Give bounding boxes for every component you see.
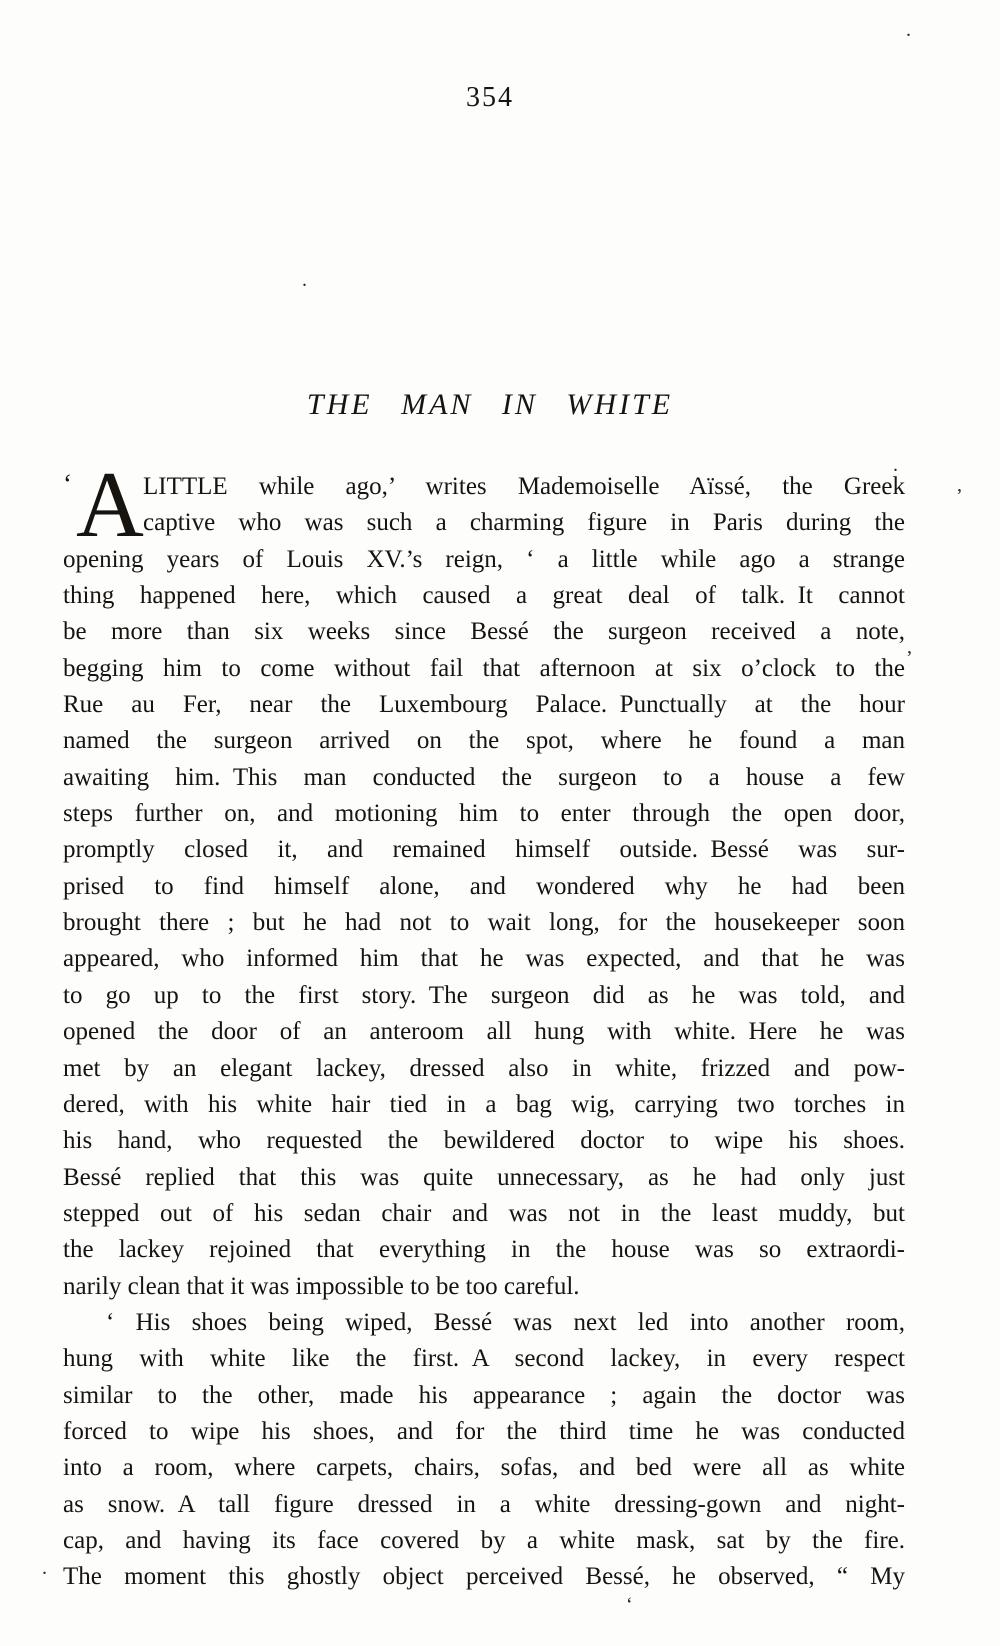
text-line-5: be more than six weeks since Bessé the surgeon received a note, — [63, 618, 905, 646]
text-line-7: Rue au Fer, near the Luxembourg Palace. Punctually at the hour — [63, 691, 905, 719]
text-line-20: Bessé replied that this was quite unnecessary, as he had only just — [63, 1163, 905, 1191]
text-line-9: awaiting him. This man conducted the surgeon to a house a few — [63, 763, 905, 791]
scan-speck-1: . — [906, 19, 911, 41]
open-quote-mark: ‘ — [63, 469, 72, 499]
text-line-24: ‘ His shoes being wiped, Bessé was next led into another room, — [106, 1308, 905, 1336]
text-line-17: met by an elegant lackey, dressed also in white, frizzed and pow- — [63, 1054, 905, 1082]
text-line-4: thing happened here, which caused a great deal of talk. It cannot — [63, 582, 905, 610]
text-line-2: captive who was such a charming figure in Paris during the — [143, 509, 905, 537]
scan-speck-5: ’ — [906, 647, 913, 669]
page-number: 354 — [466, 82, 514, 113]
text-line-8: named the surgeon arrived on the spot, where he found a man — [63, 727, 905, 755]
text-line-13: brought there ; but he had not to wait long, for the housekeeper soon — [63, 909, 905, 937]
text-line-25: hung with white like the first. A second lackey, in every respect — [63, 1345, 905, 1373]
scan-speck-2: . — [302, 269, 307, 291]
dropcap — [63, 453, 144, 557]
text-line-11: promptly closed it, and remained himself outside. Bessé was sur- — [63, 836, 905, 864]
text-line-15: to go up to the first story. The surgeon did as he was told, and — [63, 981, 905, 1009]
text-line-6: begging him to come without fail that afternoon at six o’clock to the — [63, 654, 905, 682]
text-line-22: the lackey rejoined that everything in the house was so extraordi- — [63, 1236, 905, 1264]
text-line-31: The moment this ghostly object perceived Bessé, he observed, “ My — [63, 1563, 905, 1591]
scan-speck-3: . — [893, 454, 898, 476]
text-line-28: into a room, where carpets, chairs, sofas, and bed were all as white — [63, 1454, 905, 1482]
body-text — [63, 453, 905, 1596]
text-line-3: opening years of Louis XV.’s reign, ‘ a little while ago a strange — [63, 545, 905, 573]
text-line-23: narily clean that it was impossible to be too careful. — [63, 1272, 580, 1300]
text-line-14: appeared, who informed him that he was expected, and that he was — [63, 945, 905, 973]
text-line-10: steps further on, and motioning him to enter through the open door, — [63, 800, 905, 828]
scan-speck-4: ’ — [956, 485, 963, 507]
text-line-27: forced to wipe his shoes, and for the third time he was conducted — [63, 1417, 905, 1445]
text-line-16: opened the door of an anteroom all hung with white. Here he was — [63, 1018, 905, 1046]
text-line-26: similar to the other, made his appearance ; again the doctor was — [63, 1381, 905, 1409]
text-line-30: cap, and having its face covered by a white mask, sat by the fire. — [63, 1526, 905, 1554]
scan-speck-6: . — [42, 1557, 47, 1579]
text-line-1: LITTLE while ago,’ writes Mademoiselle Aïssé, the Greek — [143, 473, 905, 500]
chapter-title: THE MAN IN WHITE — [306, 388, 674, 421]
text-line-21: stepped out of his sedan chair and was not in the least muddy, but — [63, 1199, 905, 1227]
text-line-12: prised to find himself alone, and wondered why he had been — [63, 872, 905, 900]
text-line-18: dered, with his white hair tied in a bag wig, carrying two torches in — [63, 1090, 905, 1118]
dropcap-letter: A — [76, 453, 144, 557]
text-line-19: his hand, who requested the bewildered doctor to wipe his shoes. — [63, 1127, 905, 1155]
text-line-29: as snow. A tall figure dressed in a white dressing-gown and night- — [63, 1490, 905, 1518]
scan-speck-7: ‘ — [626, 1594, 633, 1616]
